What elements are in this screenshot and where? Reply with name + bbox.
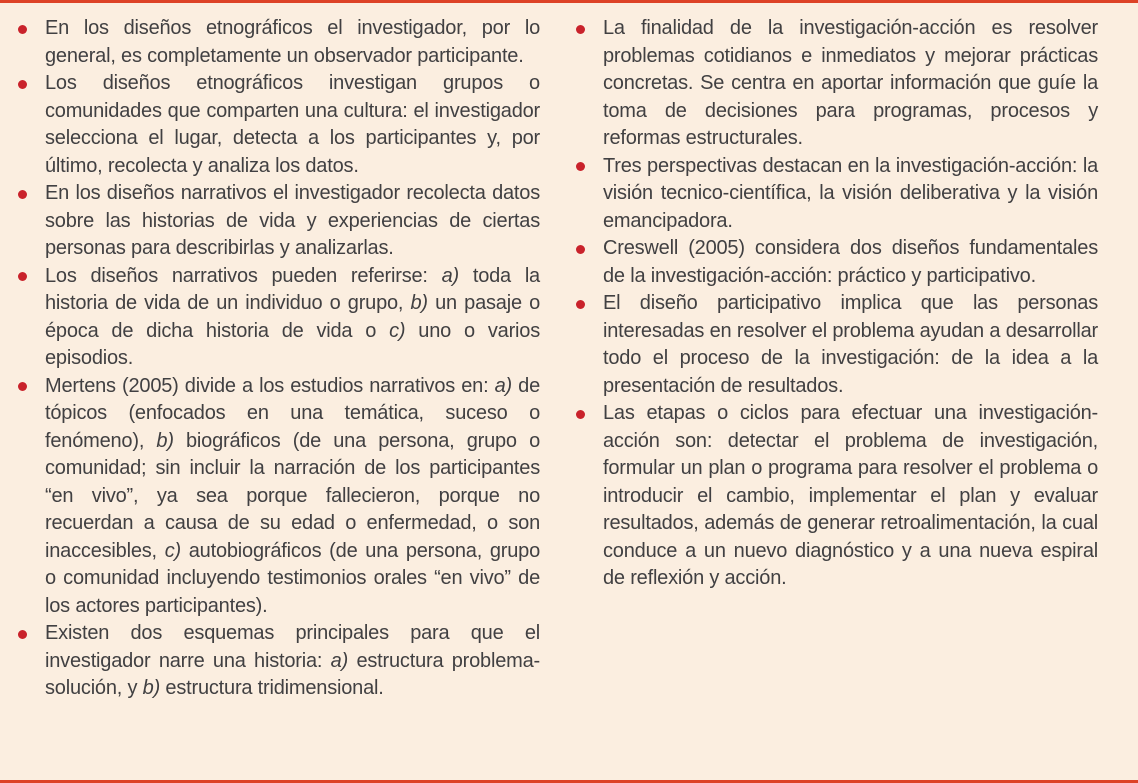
list-item-text-italic: a) <box>494 374 512 397</box>
list-item-text-italic: a) <box>330 649 349 672</box>
list-item-text: Creswell (2005) considera dos diseños fundamentales de la investigación-acción: práctico y participativo. <box>603 237 1098 287</box>
list-item-text-italic: b) <box>142 677 161 699</box>
list-item-text-italic: c) <box>164 539 181 562</box>
list-item <box>16 180 540 263</box>
list-item <box>574 290 1098 400</box>
list-item-text: El diseño participativo implica que las personas interesadas en resolver el problema ayudan a desarrollar todo el proceso de la investigación: de la idea a la presentación de resultados. <box>603 292 1098 397</box>
list-item-text: Tres perspectivas destacan en la investigación-acción: la visión tecnico-científica, la visión deliberativa y la visión emancipadora. <box>603 154 1098 232</box>
list-item <box>16 263 540 373</box>
list-item <box>16 373 540 621</box>
list-item-text: estructura problema-solución, y <box>45 649 540 699</box>
list-item-text: toda la historia de vida de un individuo o grupo, <box>45 264 540 314</box>
list-item <box>574 235 1098 290</box>
bullet-column-right <box>574 15 1098 703</box>
list-item-text: estructura tridimensional. <box>160 677 384 699</box>
list-item-text: En los diseños narrativos el investigador recolecta datos sobre las historias de vida y experiencias de ciertas personas para describirlas y analizarlas. <box>45 182 540 259</box>
list-item <box>16 70 540 180</box>
list-item-text-italic: b) <box>410 292 428 314</box>
list-item-text-italic: a) <box>441 264 460 287</box>
list-item-text: Mertens (2005) divide a los estudios narrativos en: <box>45 374 495 397</box>
list-item-text: uno o varios episodios. <box>45 319 540 369</box>
list-item <box>574 153 1098 236</box>
list-item-text: autobiográficos (de una persona, grupo o comunidad incluyendo testimonios orales “en vivo” de los actores participantes). <box>45 539 541 617</box>
list-item-text: un pasaje o época de dicha historia de vida o <box>45 292 541 342</box>
list-item-text: Los diseños narrativos pueden referirse: <box>45 264 442 287</box>
list-item <box>574 15 1098 153</box>
list-item <box>16 15 540 70</box>
list-item-text-italic: b) <box>156 429 174 452</box>
list-item-text: Las etapas o ciclos para efectuar una investigación-acción son: detectar el problema de investigación, formular un plan o programa para resolver el problema o introducir el cambio, implementar el plan y evaluar resultados, además de generar retroalimentación, la cual conduce a un nuevo diagnóstico y a una nueva espiral de reflexión y acción. <box>603 402 1098 589</box>
list-item-text-italic: c) <box>389 319 406 342</box>
top-rule <box>0 0 1138 3</box>
bullet-column-left <box>16 15 540 703</box>
list-item-text: Existen dos esquemas principales para que el investigador narre una historia: <box>45 622 540 672</box>
list-item-text: La finalidad de la investigación-acción es resolver problemas cotidianos e inmediatos y mejorar prácticas concretas. Se centra en aportar información que guíe la toma de decisiones para programas, procesos y reformas estructurales. <box>603 17 1098 149</box>
list-item-text: En los diseños etnográficos el investigador, por lo general, es completamente un observador participante. <box>45 17 540 67</box>
list-item-text: de tópicos (enfocados en una temática, suceso o fenómeno), <box>45 374 541 452</box>
list-item-text: biográficos (de una persona, grupo o comunidad; sin incluir la narración de los participantes “en vivo”, ya sea porque fallecieron, porque no recuerdan a causa de su edad o enfermedad, o son inaccesibles, <box>45 429 540 562</box>
list-item <box>574 400 1098 593</box>
list-item <box>16 620 540 703</box>
list-item-text: Los diseños etnográficos investigan grupos o comunidades que comparten una cultura: el investigador selecciona el lugar, detecta a los participantes y, por último, recolecta y analiza los datos. <box>45 72 540 177</box>
